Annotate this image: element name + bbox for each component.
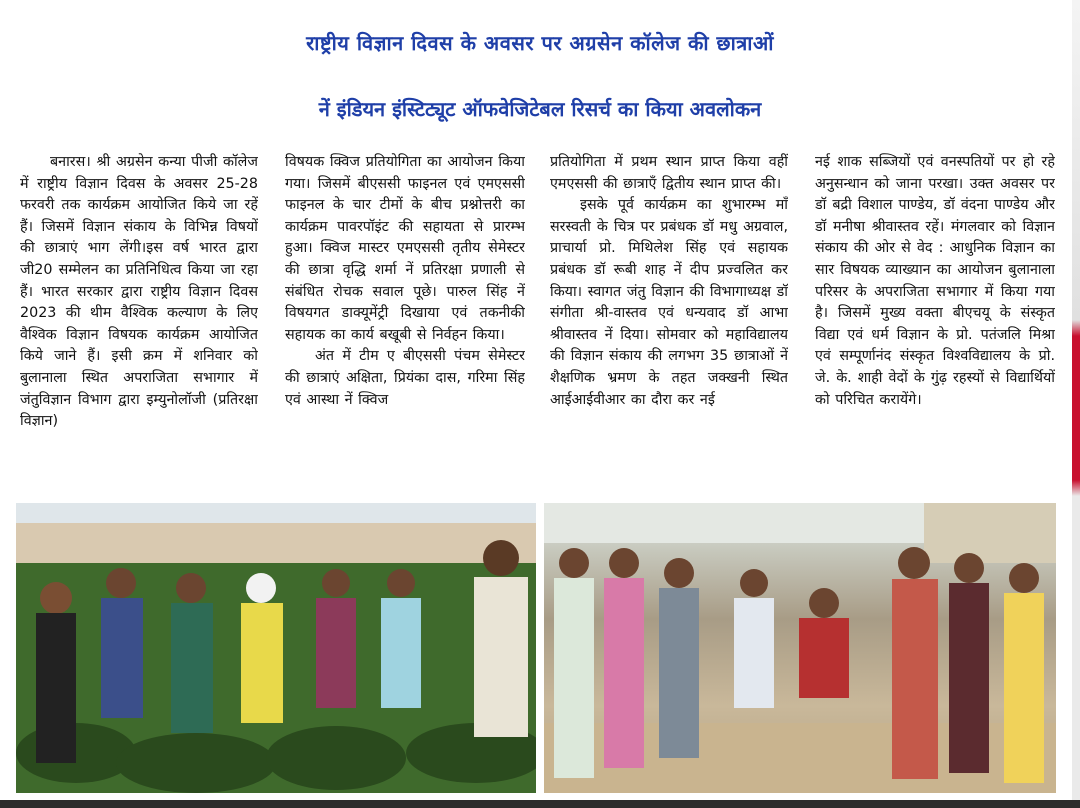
column-2-paragraph-1: विषयक क्विज प्रतियोगिता का आयोजन किया गया। जिसमें बीएससी फाइनल एवं एमएससी फाइनल के चार टीमों के बीच प्रश्नोत्तरी का कार्यक्रम पावरपॉइंट की सहायता से प्रारम्भ हुआ। क्विज मास्टर एमएससी तृतीय सेमेस्टर की छात्रा वृद्धि शर्मा नें प्रतिरक्षा प्रणाली से संबंधित रोचक सवाल पूछे। पारुल सिंह नें विषयगत डाक्यूमेंट्री दिखाया एवं तकनीकी सहायक का कार्य बखूबी से निर्वहन किया। <box>285 154 525 343</box>
field-visit-illustration <box>16 503 536 793</box>
photo-students-in-vegetable-field <box>16 503 536 793</box>
headline-line-1: राष्ट्रीय विज्ञान दिवस के अवसर पर अग्रसेन कॉलेज की छात्राओं <box>306 31 774 55</box>
column-3-paragraph-1: प्रतियोगिता में प्रथम स्थान प्राप्त किया वहीं एमएससी की छात्राएँ द्वितीय स्थान प्राप्त की। <box>550 154 788 192</box>
article-column-2 <box>285 152 525 497</box>
article-column-4 <box>815 152 1055 497</box>
headline <box>0 0 1080 150</box>
column-2-paragraph-2: अंत में टीम ए बीएससी पंचम सेमेस्टर की छात्राएं अक्षिता, प्रियंका दास, गरिमा सिंह एवं आस्था नें क्विज <box>285 348 525 408</box>
bottom-rule <box>0 800 1080 808</box>
column-1-paragraph: बनारस। श्री अग्रसेन कन्या पीजी कॉलेज में राष्ट्रीय विज्ञान दिवस के अवसर 25-28 फरवरी तक कार्यक्रम आयोजित किये जा रहें हैं। जिसमें विज्ञान संकाय के विभिन्न विषयों की छात्राएं भाग लेंगी।इस वर्ष भारत द्वारा जी20 सम्मेलन का प्रतिनिधित्व किया जा रहा हैं। भारत सरकार द्वारा राष्ट्रीय विज्ञान दिवस 2023 की थीम वैश्विक कल्याण के लिए वैश्विक विज्ञान विषयक कार्यक्रम आयोजित किये जाने हैं। इसी क्रम में शनिवार को बुलानाला स्थित अपराजिता सभागार में जंतुविज्ञान विभाग द्वारा इम्युनोलॉजी (प्रतिरक्षा विज्ञान) <box>20 154 258 430</box>
column-4-paragraph: नई शाक सब्जियों एवं वनस्पतियों पर हो रहे अनुसन्धान को जाना परखा। उक्त अवसर पर डॉ बद्री विशाल पाण्डेय, डॉ वंदना पाण्डेय और डॉ मनीषा श्रीवास्तव रहें। मंगलवार को विज्ञान संकाय की ओर से वेद : आधुनिक विज्ञान का सार विषयक व्याख्यान का आयोजन बुलानाला परिसर के अपराजिता सभागार में किया गया है। जिसमें मुख्य वक्ता बीएचयू के संस्कृत विद्या एवं धर्म विज्ञान के प्रो. पतंजलि मिश्रा एवं सम्पूर्णानंद संस्कृत विश्वविद्यालय के प्रो. जे. के. शाही वेदों के गुंढ़ रहस्यों से विद्यार्थियों को परिचित करायेंगे। <box>815 154 1055 408</box>
page-edge-strip <box>1072 0 1080 800</box>
column-3-paragraph-2: इसके पूर्व कार्यक्रम का शुभारम्भ माँ सरस्वती के चित्र पर प्रबंधक डॉ मधु अग्रवाल, प्राचार्या प्रो. मिथिलेश सिंह एवं सहायक प्रबंधक डॉ रूबी शाह नें दीप प्रज्वलित कर किया। स्वागत जंतु विज्ञान की विभागाध्यक्ष डॉ संगीता श्री-वास्तव एवं धन्यवाद डॉ आभा श्रीवास्तव नें दिया। सोमवार को महाविद्यालय की विज्ञान संकाय की लगभग 35 छात्राओं नें शैक्षणिक भ्रमण के तहत जक्खनी स्थित आईआईवीआर का दौरा कर नई <box>550 197 788 408</box>
group-photo-illustration <box>544 503 1056 793</box>
photo-group-of-students-with-scientists <box>544 503 1056 793</box>
headline-line-2: नें इंडियन इंस्टिट्यूट ऑफवेजिटेबल रिसर्च का किया अवलोकन <box>318 97 762 121</box>
article-column-3 <box>550 152 788 497</box>
article-column-1 <box>20 152 258 497</box>
